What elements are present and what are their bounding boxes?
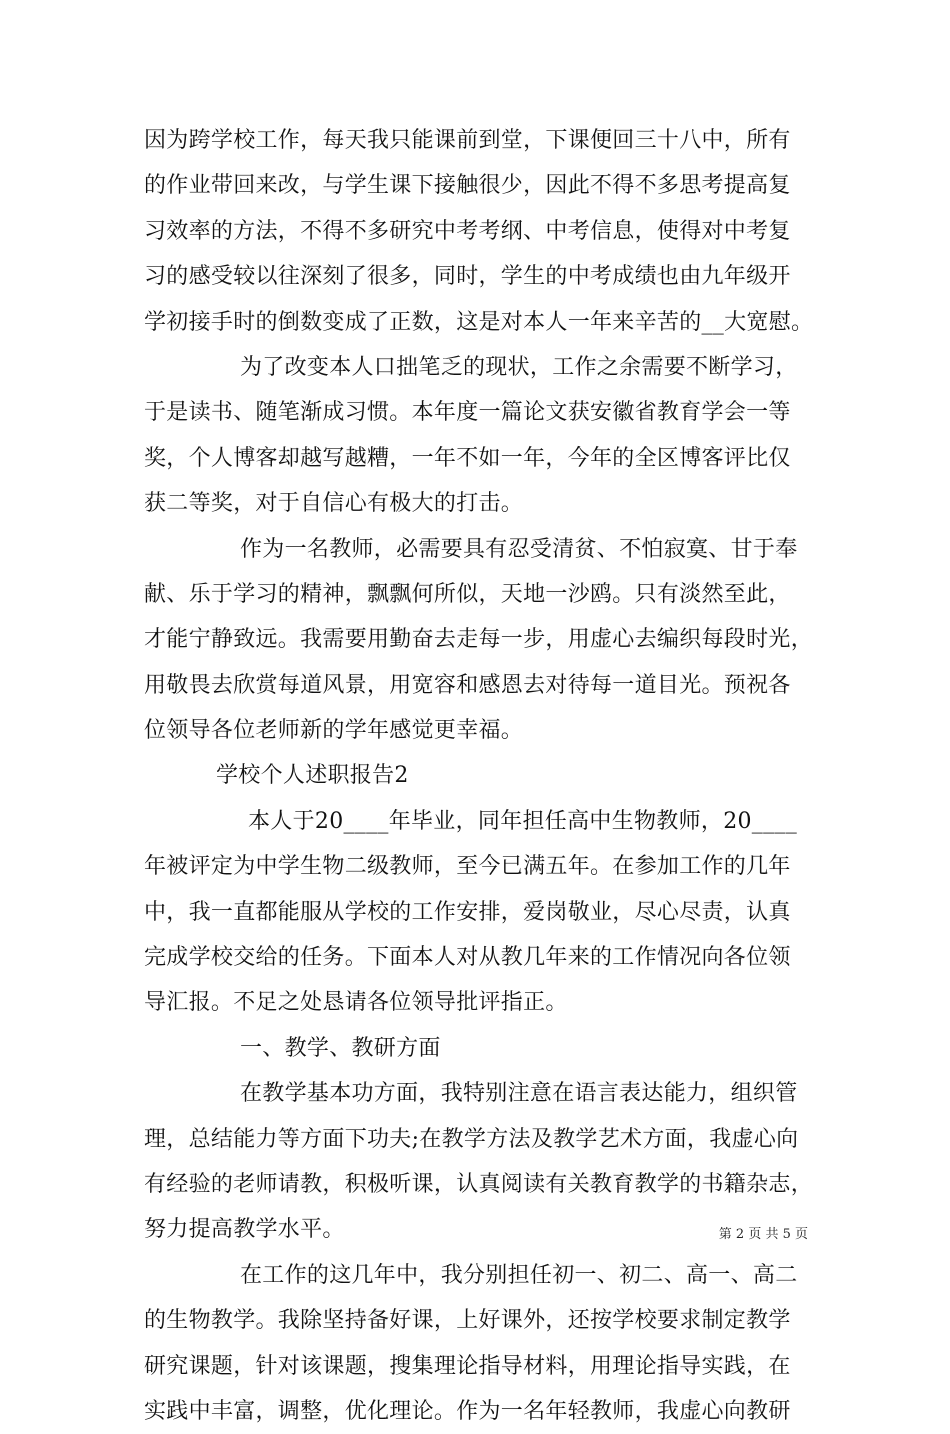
text-line: 学初接手时的倒数变成了正数，这是对本人一年来辛苦的__大宽慰。 (144, 309, 814, 335)
text-line: 位领导各位老师新的学年感觉更幸福。 (144, 718, 524, 744)
text-line: 习效率的方法，不得不多研究中考考纲、中考信息，使得对中考复 (144, 218, 791, 244)
section-title: 学校个人述职报告2 (216, 763, 409, 789)
text-line: 一、教学、教研方面 (240, 1035, 441, 1061)
text-line: 在教学基本功方面，我特别注意在语言表达能力，组织管 (240, 1081, 798, 1107)
text-line: 才能宁静致远。我需要用勤奋去走每一步，用虚心去编织每段时光， (144, 627, 814, 653)
text-line: 习的感受较以往深刻了很多，同时，学生的中考成绩也由九年级开 (144, 264, 791, 290)
text-line: 有经验的老师请教，积极听课，认真阅读有关教育教学的书籍杂志， (144, 1171, 814, 1197)
text-line: 理，总结能力等方面下功夫;在教学方法及教学艺术方面，我虚心向 (144, 1126, 799, 1152)
text-line: 的作业带回来改，与学生课下接触很少，因此不得不多思考提高复 (144, 173, 791, 199)
text-line: 用敬畏去欣赏每道风景，用宽容和感恩去对待每一道目光。预祝各 (144, 672, 791, 698)
text-line: 中，我一直都能服从学校的工作安排，爱岗敬业，尽心尽责，认真 (144, 899, 791, 925)
text-line: 研究课题，针对该课题，搜集理论指导材料，用理论指导实践，在 (144, 1353, 791, 1379)
text-line: 本人于20____年毕业，同年担任高中生物教师，20____ (248, 808, 797, 834)
text-line: 努力提高教学水平。 (144, 1217, 345, 1243)
page-number: 第 2 页 共 5 页 (718, 1227, 808, 1242)
text-line: 导汇报。不足之处恳请各位领导批评指正。 (144, 990, 568, 1016)
text-line: 奖，个人博客却越写越糟，一年不如一年，今年的全区博客评比仅 (144, 445, 791, 471)
text-line: 的生物教学。我除坚持备好课，上好课外，还按学校要求制定教学 (144, 1308, 791, 1334)
text-line: 因为跨学校工作，每天我只能课前到堂，下课便回三十八中，所有 (144, 128, 791, 153)
text-line: 在工作的这几年中，我分别担任初一、初二、高一、高二 (240, 1262, 798, 1288)
text-line: 年被评定为中学生物二级教师，至今已满五年。在参加工作的几年 (144, 854, 791, 880)
text-line: 完成学校交给的任务。下面本人对从教几年来的工作情况向各位领 (144, 945, 791, 971)
text-line: 获二等奖，对于自信心有极大的打击。 (144, 491, 524, 517)
text-line: 作为一名教师，必需要具有忍受清贫、不怕寂寞、甘于奉 (240, 536, 798, 562)
document-body (144, 118, 814, 1434)
text-line: 献、乐于学习的精神，飘飘何所似，天地一沙鸥。只有淡然至此， (144, 581, 791, 607)
text-line: 实践中丰富，调整，优化理论。作为一名年轻教师，我虚心向教研 (144, 1398, 791, 1424)
text-line: 为了改变本人口拙笔乏的现状，工作之余需要不断学习， (240, 354, 798, 380)
text-line: 于是读书、随笔渐成习惯。本年度一篇论文获安徽省教育学会一等 (144, 400, 791, 426)
